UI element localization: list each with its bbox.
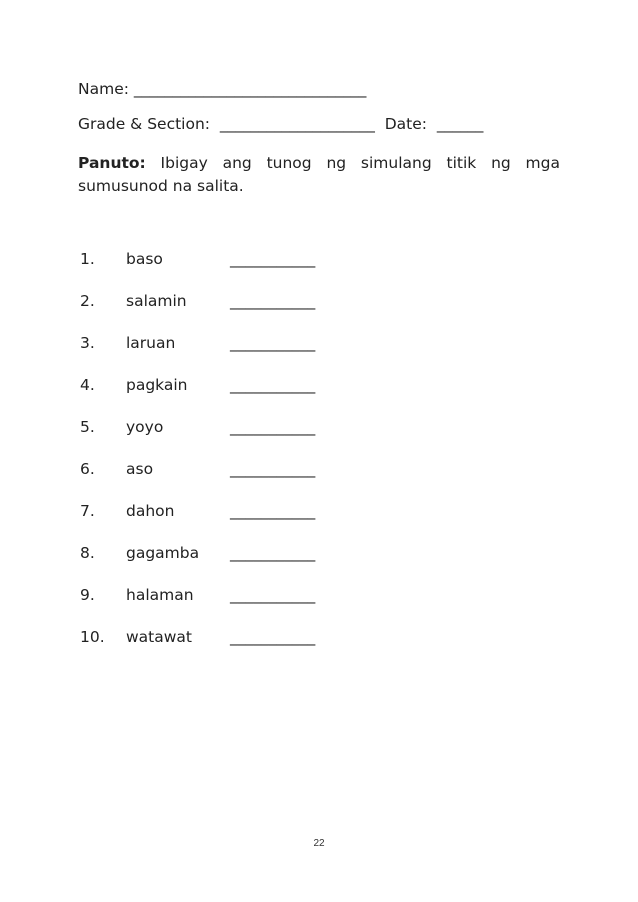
date-label: Date: [384, 115, 428, 133]
instructions [78, 152, 560, 198]
grade-section-label: Grade & Section: [78, 115, 211, 133]
answer-blank: ___________ [230, 460, 316, 478]
date-blank: ______ [427, 115, 484, 133]
item-number: 4. [80, 376, 95, 394]
item-number: 6. [80, 460, 95, 478]
page-number: 22 [313, 838, 325, 849]
item-number: 10. [80, 628, 105, 646]
item-number: 9. [80, 586, 95, 604]
grade-section-blank: ____________________ [210, 115, 385, 133]
answer-blank: ___________ [230, 376, 316, 394]
item-word: baso [126, 250, 163, 268]
item-number: 5. [80, 418, 95, 436]
answer-blank: ___________ [230, 544, 316, 562]
item-number: 3. [80, 334, 95, 352]
item-number: 2. [80, 292, 95, 310]
answer-blank: ___________ [230, 292, 316, 310]
answer-blank: ___________ [230, 502, 316, 520]
name-field [78, 80, 366, 98]
item-word: aso [126, 460, 154, 478]
name-label: Name: [78, 80, 129, 98]
answer-blank: ___________ [230, 418, 316, 436]
item-word: pagkain [126, 376, 188, 394]
item-word: gagamba [126, 544, 200, 562]
item-word: laruan [126, 334, 176, 352]
answer-blank: ___________ [230, 250, 316, 268]
instructions-label: Panuto: [78, 154, 146, 172]
item-word: salamin [126, 292, 187, 310]
item-word: watawat [126, 628, 193, 646]
grade-section-date-field [78, 115, 483, 133]
name-blank: ______________________________ [128, 80, 367, 98]
instructions-text: Ibigay ang tunog ng simulang titik ng mga sumusunod na salita. [78, 154, 560, 195]
answer-blank: ___________ [230, 586, 316, 604]
item-number: 7. [80, 502, 95, 520]
answer-blank: ___________ [230, 628, 316, 646]
item-number: 1. [80, 250, 95, 268]
item-word: dahon [126, 502, 175, 520]
item-word: yoyo [126, 418, 164, 436]
item-word: halaman [126, 586, 194, 604]
item-number: 8. [80, 544, 95, 562]
answer-blank: ___________ [230, 334, 316, 352]
